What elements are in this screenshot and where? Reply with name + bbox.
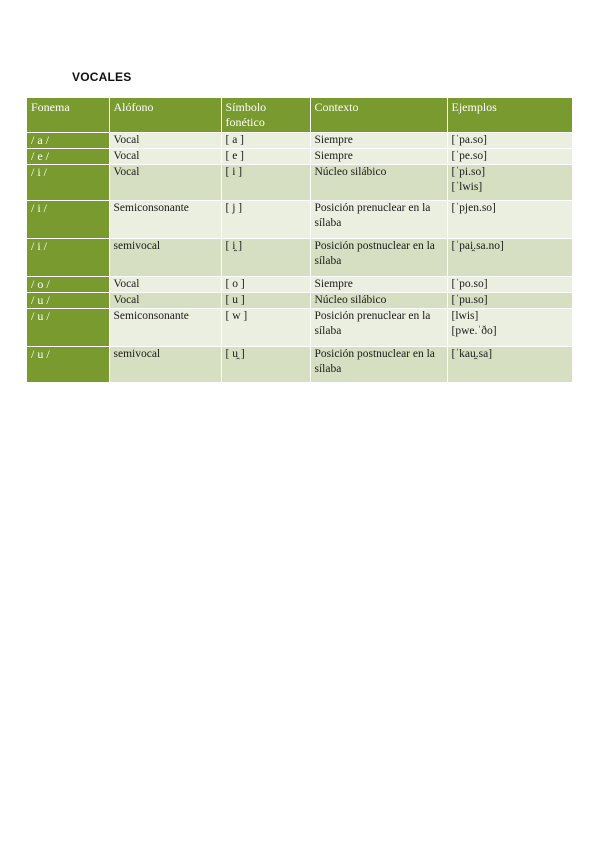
fonema-cell: / u / — [27, 309, 109, 347]
alofono-cell: Vocal — [109, 165, 221, 201]
ejemplo: [ˈlwis] — [451, 181, 483, 193]
page-title: VOCALES — [72, 70, 132, 84]
ejemplo: [ˈpe.so] — [451, 150, 487, 162]
ejemplos-cell — [447, 239, 572, 277]
simbolo-cell: [ a ] — [221, 133, 310, 149]
simbolo-cell: [ i̯ ] — [221, 239, 310, 277]
header-fonema: Fonema — [27, 98, 109, 133]
contexto-cell: Posición postnuclear en la sílaba — [310, 347, 447, 383]
table-row — [27, 165, 572, 201]
ejemplos-cell — [447, 149, 572, 165]
alofono-cell: semivocal — [109, 239, 221, 277]
ejemplo: [ˈkau̯.sa] — [451, 348, 493, 360]
simbolo-cell: [ w ] — [221, 309, 310, 347]
simbolo-cell: [ j ] — [221, 201, 310, 239]
ejemplos-cell — [447, 277, 572, 293]
simbolo-cell: [ u ] — [221, 293, 310, 309]
simbolo-cell: [ i ] — [221, 165, 310, 201]
ejemplos-cell — [447, 165, 572, 201]
contexto-cell: Núcleo silábico — [310, 165, 447, 201]
contexto-cell: Siempre — [310, 149, 447, 165]
ejemplo: [ˈpa.so] — [451, 134, 487, 146]
fonema-cell: / i / — [27, 201, 109, 239]
ejemplo: [ˈpo.so] — [451, 278, 488, 290]
contexto-cell: Siempre — [310, 277, 447, 293]
table-row — [27, 149, 572, 165]
header-ejemplos: Ejemplos — [447, 98, 572, 133]
alofono-cell: Semiconsonante — [109, 309, 221, 347]
table-row — [27, 201, 572, 239]
alofono-cell: Vocal — [109, 277, 221, 293]
table-row — [27, 133, 572, 149]
ejemplos-cell — [447, 133, 572, 149]
table-row — [27, 239, 572, 277]
alofono-cell: Vocal — [109, 293, 221, 309]
fonema-cell: / u / — [27, 293, 109, 309]
alofono-cell: Semiconsonante — [109, 201, 221, 239]
table-header-row — [27, 98, 572, 133]
header-simbolo: Símbolo fonético — [221, 98, 310, 133]
contexto-cell: Posición prenuclear en la sílaba — [310, 309, 447, 347]
simbolo-cell: [ o ] — [221, 277, 310, 293]
ejemplo: [ˈpi.so] — [451, 166, 486, 178]
header-alofono: Alófono — [109, 98, 221, 133]
fonema-cell: / e / — [27, 149, 109, 165]
contexto-cell: Siempre — [310, 133, 447, 149]
fonema-cell: / u / — [27, 347, 109, 383]
contexto-cell: Núcleo silábico — [310, 293, 447, 309]
ejemplo: [ˈpai̯.sa.no] — [451, 240, 504, 252]
alofono-cell: semivocal — [109, 347, 221, 383]
table-row — [27, 309, 572, 347]
fonema-cell: / i / — [27, 239, 109, 277]
ejemplo: [ˈpjen.so] — [451, 202, 496, 214]
contexto-cell: Posición postnuclear en la sílaba — [310, 239, 447, 277]
ejemplo: [pwe.ˈðo] — [451, 325, 497, 337]
alofono-cell: Vocal — [109, 133, 221, 149]
header-contexto: Contexto — [310, 98, 447, 133]
table-row — [27, 277, 572, 293]
ejemplos-cell — [447, 293, 572, 309]
ejemplo: [ˈpu.so] — [451, 294, 488, 306]
ejemplos-cell — [447, 309, 572, 347]
alofono-cell: Vocal — [109, 149, 221, 165]
ejemplos-cell — [447, 347, 572, 383]
fonema-cell: / o / — [27, 277, 109, 293]
fonema-cell: / a / — [27, 133, 109, 149]
simbolo-cell: [ u̯ ] — [221, 347, 310, 383]
ejemplo: [lwis] — [451, 310, 479, 322]
contexto-cell: Posición prenuclear en la sílaba — [310, 201, 447, 239]
simbolo-cell: [ e ] — [221, 149, 310, 165]
vowels-table — [27, 98, 572, 382]
table-row — [27, 347, 572, 383]
fonema-cell: / i / — [27, 165, 109, 201]
ejemplos-cell — [447, 201, 572, 239]
table-row — [27, 293, 572, 309]
